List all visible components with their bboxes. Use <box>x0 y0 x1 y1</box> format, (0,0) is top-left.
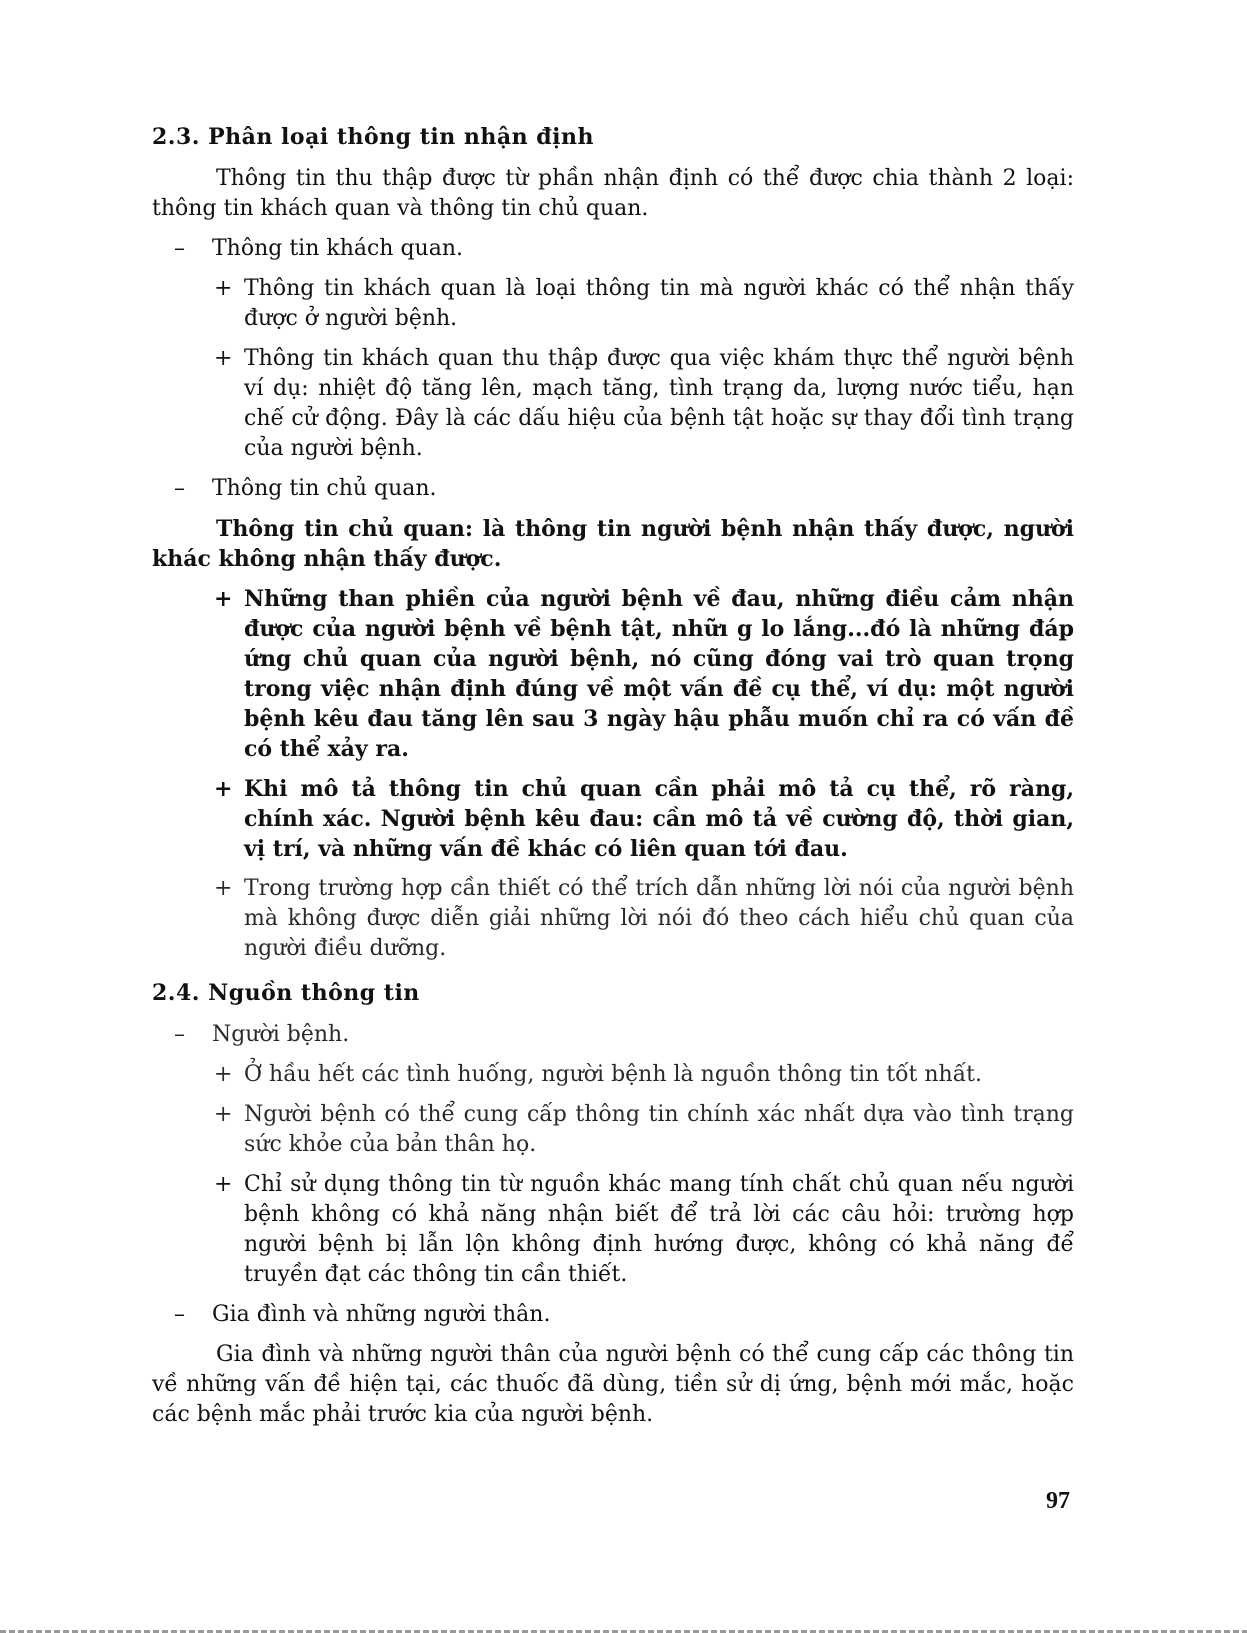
list-item <box>214 344 1074 464</box>
plus-bullet: + <box>214 346 233 371</box>
plus-bullet: + <box>214 1102 233 1127</box>
list-item-subjective-label <box>174 474 1074 504</box>
dash-bullet: – <box>174 476 185 501</box>
plus-bullet: + <box>214 276 233 301</box>
dash-bullet: – <box>174 1302 185 1327</box>
section-heading-2-3: 2.3. Phân loại thông tin nhận định <box>152 124 595 150</box>
plus-bullet: + <box>214 1172 233 1197</box>
section-heading-2-4: 2.4. Nguồn thông tin <box>152 980 420 1006</box>
patient-label: Người bệnh. <box>212 1022 350 1047</box>
list-item <box>214 1100 1074 1160</box>
list-item <box>214 274 1074 334</box>
list-item <box>214 1060 1074 1090</box>
list-item-objective-label <box>174 234 1074 264</box>
patient-item-3: Chỉ sử dụng thông tin từ nguồn khác mang tính chất chủ quan nếu người bệnh không có khả năng nhận biết để trả lời các câu hỏi: trường hợp người bệnh bị lẫn lộn không định hướng được, không có khả năng để truyền đạt các thông tin cần thiết. <box>244 1172 1074 1287</box>
dash-bullet: – <box>174 1022 185 1047</box>
subjective-item-2: Khi mô tả thông tin chủ quan cần phải mô tả cụ thể, rõ ràng, chính xác. Người bệnh kêu đau: cần mô tả về cường độ, thời gian, vị trí, và những vấn đề khác có liên quan tới đau. <box>244 776 1074 862</box>
patient-item-2: Người bệnh có thể cung cấp thông tin chính xác nhất dựa vào tình trạng sức khỏe của bản thân họ. <box>244 1102 1074 1157</box>
subjective-item-1: Những than phiền của người bệnh về đau, những điều cảm nhận được của người bệnh về bệnh tật, nhữı g lo lắng...đó là những đáp ứng chủ quan của người bệnh, nó cũng đóng vai trò quan trọng trong việc nhận định đúng về một vấn đề cụ thể, ví dụ: một người bệnh kêu đau tăng lên sau 3 ngày hậu phẫu muốn chỉ ra có vấn đề có thể xảy ra. <box>244 586 1074 762</box>
list-item <box>214 584 1074 764</box>
family-label: Gia đình và những người thân. <box>212 1302 551 1327</box>
plus-bullet: + <box>214 776 233 802</box>
objective-item-2: Thông tin khách quan thu thập được qua việc khám thực thể người bệnh ví dụ: nhiệt độ tăng lên, mạch tăng, tình trạng da, lượng nước tiểu, hạn chế cử động. Đây là các dấu hiệu của bệnh tật hoặc sự thay đổi tình trạng của người bệnh. <box>244 346 1074 461</box>
subjective-intro: Thông tin chủ quan: là thông tin người bệnh nhận thấy được, người khác không nhận thấy được. <box>152 516 1074 572</box>
objective-label: Thông tin khách quan. <box>212 236 464 261</box>
plus-bullet: + <box>214 876 233 901</box>
section-2-3-intro: Thông tin thu thập được từ phần nhận định có thể được chia thành 2 loại: thông tin khách quan và thông tin chủ quan. <box>152 166 1074 221</box>
dash-bullet: – <box>174 236 185 261</box>
page-content <box>152 122 1074 1440</box>
plus-bullet: + <box>214 586 233 612</box>
list-item <box>214 774 1074 864</box>
list-item-family-label <box>174 1300 1074 1330</box>
subjective-item-3: Trong trường hợp cần thiết có thể trích dẫn những lời nói của người bệnh mà không được diễn giải những lời nói đó theo cách hiểu chủ quan của người điều dưỡng. <box>244 876 1074 961</box>
page-number: 97 <box>1046 1488 1070 1514</box>
objective-item-1: Thông tin khách quan là loại thông tin mà người khác có thể nhận thấy được ở người bệnh. <box>244 276 1074 331</box>
list-item <box>214 1170 1074 1290</box>
family-text: Gia đình và những người thân của người bệnh có thể cung cấp các thông tin về những vấn đề hiện tại, các thuốc đã dùng, tiền sử dị ứng, bệnh mới mắc, hoặc các bệnh mắc phải trước kia của người bệnh. <box>152 1342 1074 1427</box>
patient-item-1: Ở hầu hết các tình huống, người bệnh là nguồn thông tin tốt nhất. <box>244 1062 983 1087</box>
list-item-patient-label <box>174 1020 1074 1050</box>
plus-bullet: + <box>214 1062 233 1087</box>
subjective-label: Thông tin chủ quan. <box>212 476 437 501</box>
list-item <box>214 874 1074 964</box>
